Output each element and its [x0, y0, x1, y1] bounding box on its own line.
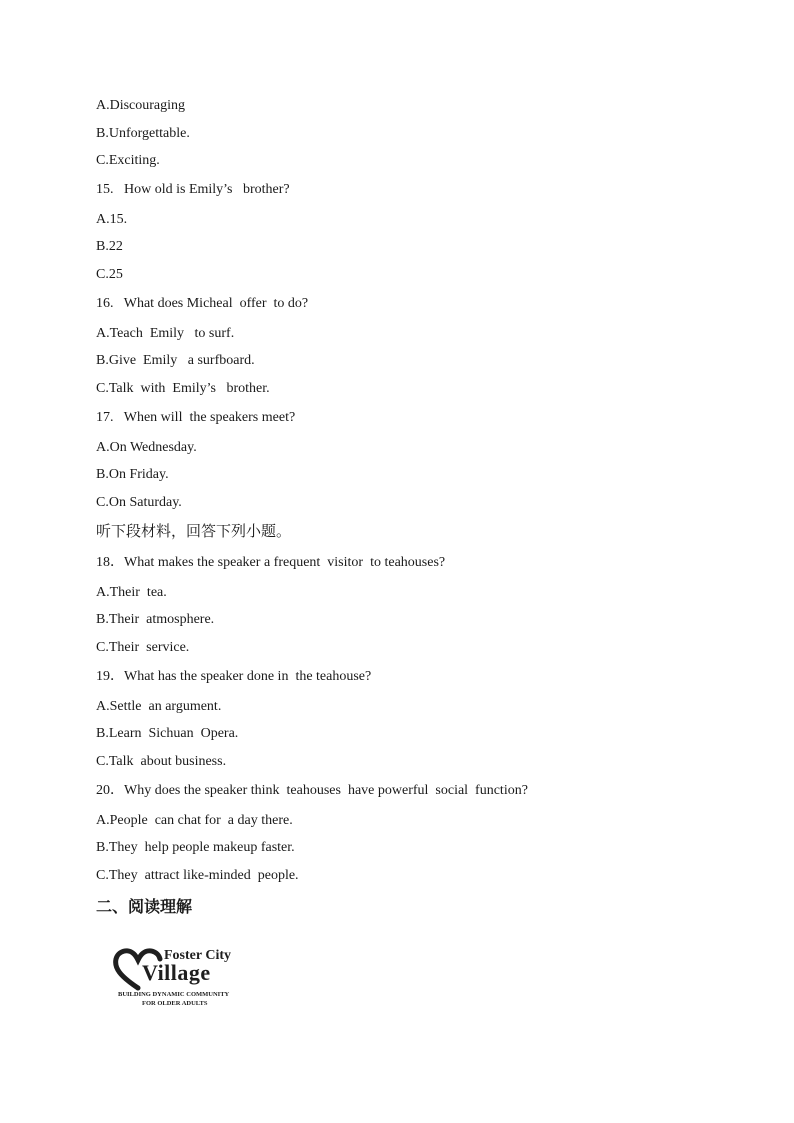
option-14a: A.Discouraging: [96, 98, 186, 113]
section-title-reading: 二、阅读理解: [96, 897, 193, 916]
option-15c: C.25: [96, 267, 123, 282]
question-19: 19．What has the speaker done in the teahouse?: [96, 669, 372, 684]
logo-name-line2: Village: [142, 960, 211, 985]
option-20b: B.They help people makeup faster.: [96, 840, 295, 855]
option-20c: C.They attract like-minded people.: [96, 868, 299, 883]
option-14b: B.Unforgettable.: [96, 126, 190, 141]
question-16: 16. What does Micheal offer to do?: [96, 296, 309, 311]
option-16c: C.Talk with Emily’s brother.: [96, 381, 270, 396]
logo-name-line1: Foster City: [164, 948, 231, 963]
option-16b: B.Give Emily a surfboard.: [96, 353, 255, 368]
option-17b: B.On Friday.: [96, 467, 169, 482]
listening-instruction: 听下段材料，回答下列小题。: [96, 522, 292, 540]
logo-tagline-line2: FOR OLDER ADULTS: [142, 1000, 208, 1007]
option-15b: B.22: [96, 239, 123, 254]
option-14c: C.Exciting.: [96, 153, 160, 168]
question-18: 18．What makes the speaker a frequent visitor to teahouses?: [96, 555, 446, 570]
question-15: 15. How old is Emily’s brother?: [96, 182, 290, 197]
option-18c: C.Their service.: [96, 640, 190, 655]
option-18b: B.Their atmosphere.: [96, 612, 215, 627]
option-16a: A.Teach Emily to surf.: [96, 326, 235, 341]
option-15a: A.15.: [96, 212, 128, 227]
option-20a: A.People can chat for a day there.: [96, 813, 293, 828]
question-17: 17. When will the speakers meet?: [96, 410, 296, 425]
option-17a: A.On Wednesday.: [96, 440, 197, 455]
option-19b: B.Learn Sichuan Opera.: [96, 726, 239, 741]
option-17c: C.On Saturday.: [96, 495, 182, 510]
option-19c: C.Talk about business.: [96, 754, 227, 769]
question-20: 20．Why does the speaker think teahouses have powerful social function?: [96, 783, 528, 798]
foster-city-village-logo: [112, 946, 242, 1012]
logo-tagline-line1: BUILDING DYNAMIC COMMUNITY: [118, 991, 230, 998]
option-19a: A.Settle an argument.: [96, 699, 222, 714]
option-18a: A.Their tea.: [96, 585, 167, 600]
